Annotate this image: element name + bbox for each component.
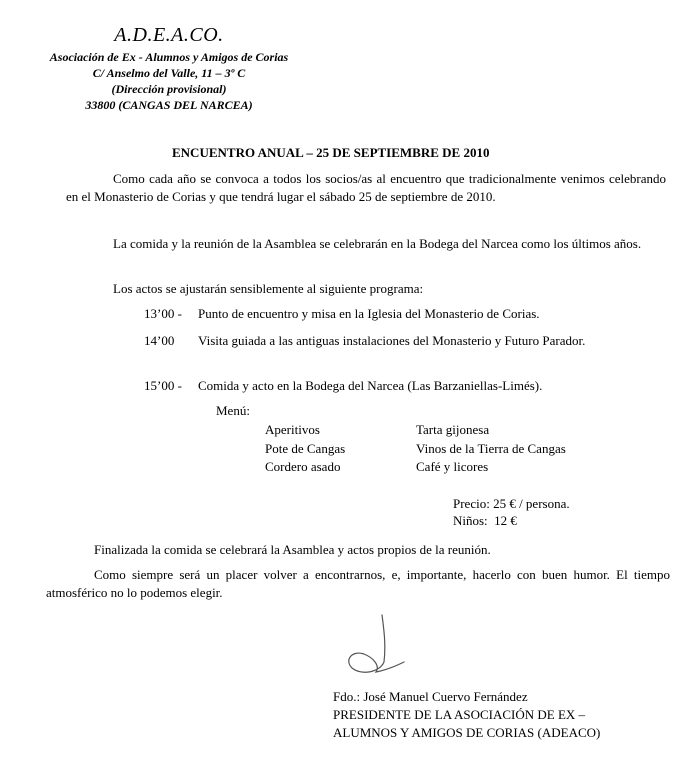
- schedule-time-3: 15’00 -: [144, 378, 182, 393]
- menu-item-right-3: Café y licores: [416, 459, 489, 474]
- signed-by: Fdo.: José Manuel Cuervo Fernández: [333, 689, 528, 704]
- price-adult: Precio: 25 € / persona.: [453, 496, 570, 511]
- signer-position-1: PRESIDENTE DE LA ASOCIACIÓN DE EX –: [333, 707, 586, 722]
- menu-item-right-2: Vinos de la Tierra de Cangas: [416, 441, 566, 456]
- paragraph-assembly: Finalizada la comida se celebrará la Asamblea y actos propios de la reunión.: [94, 542, 491, 557]
- price-kids: Niños: 12 €: [453, 513, 517, 528]
- org-acronym: A.D.E.A.CO.: [114, 24, 224, 46]
- schedule-desc-1: Punto de encuentro y misa en la Iglesia del Monasterio de Corias.: [198, 306, 540, 321]
- letter-title: ENCUENTRO ANUAL – 25 DE SEPTIEMBRE DE 2010: [172, 145, 490, 160]
- org-address-note: (Dirección provisional): [111, 82, 227, 96]
- paragraph-program-intro: Los actos se ajustarán sensiblemente al siguiente programa:: [113, 281, 424, 296]
- schedule-time-1: 13’00 -: [144, 306, 182, 321]
- menu-item-left-2: Pote de Cangas: [265, 441, 346, 456]
- org-postal-city: 33800 (CANGAS DEL NARCEA): [85, 98, 253, 112]
- paragraph-intro: Como cada año se convoca a todos los socios/as al encuentro que tradicionalmente venimos celebrando en el Monasterio de Corias y que tendrá lugar el sábado 25 de septiembre de 2010.: [66, 171, 666, 204]
- handwritten-signature: [340, 610, 410, 680]
- menu-label: Menú:: [216, 403, 250, 418]
- schedule-desc-2: Visita guiada a las antiguas instalaciones del Monasterio y Futuro Parador.: [198, 333, 586, 348]
- menu-item-left-3: Cordero asado: [265, 459, 341, 474]
- paragraph-venue: La comida y la reunión de la Asamblea se celebrarán en la Bodega del Narcea como los últimos años.: [113, 236, 642, 251]
- org-full-name: Asociación de Ex - Alumnos y Amigos de Corias: [49, 50, 289, 64]
- signer-position-2: ALUMNOS Y AMIGOS DE CORIAS (ADEACO): [333, 725, 601, 740]
- schedule-desc-3: Comida y acto en la Bodega del Narcea (Las Barzaniellas-Limés).: [198, 378, 543, 393]
- paragraph-closing: Como siempre será un placer volver a encontrarnos, e, importante, hacerlo con buen humor. El tiempo atmosférico no lo podemos elegir.: [46, 567, 670, 600]
- org-address: C/ Anselmo del Valle, 11 – 3º C: [92, 66, 246, 80]
- schedule-time-2: 14’00: [144, 333, 175, 348]
- menu-item-left-1: Aperitivos: [265, 422, 320, 437]
- menu-item-right-1: Tarta gijonesa: [416, 422, 490, 437]
